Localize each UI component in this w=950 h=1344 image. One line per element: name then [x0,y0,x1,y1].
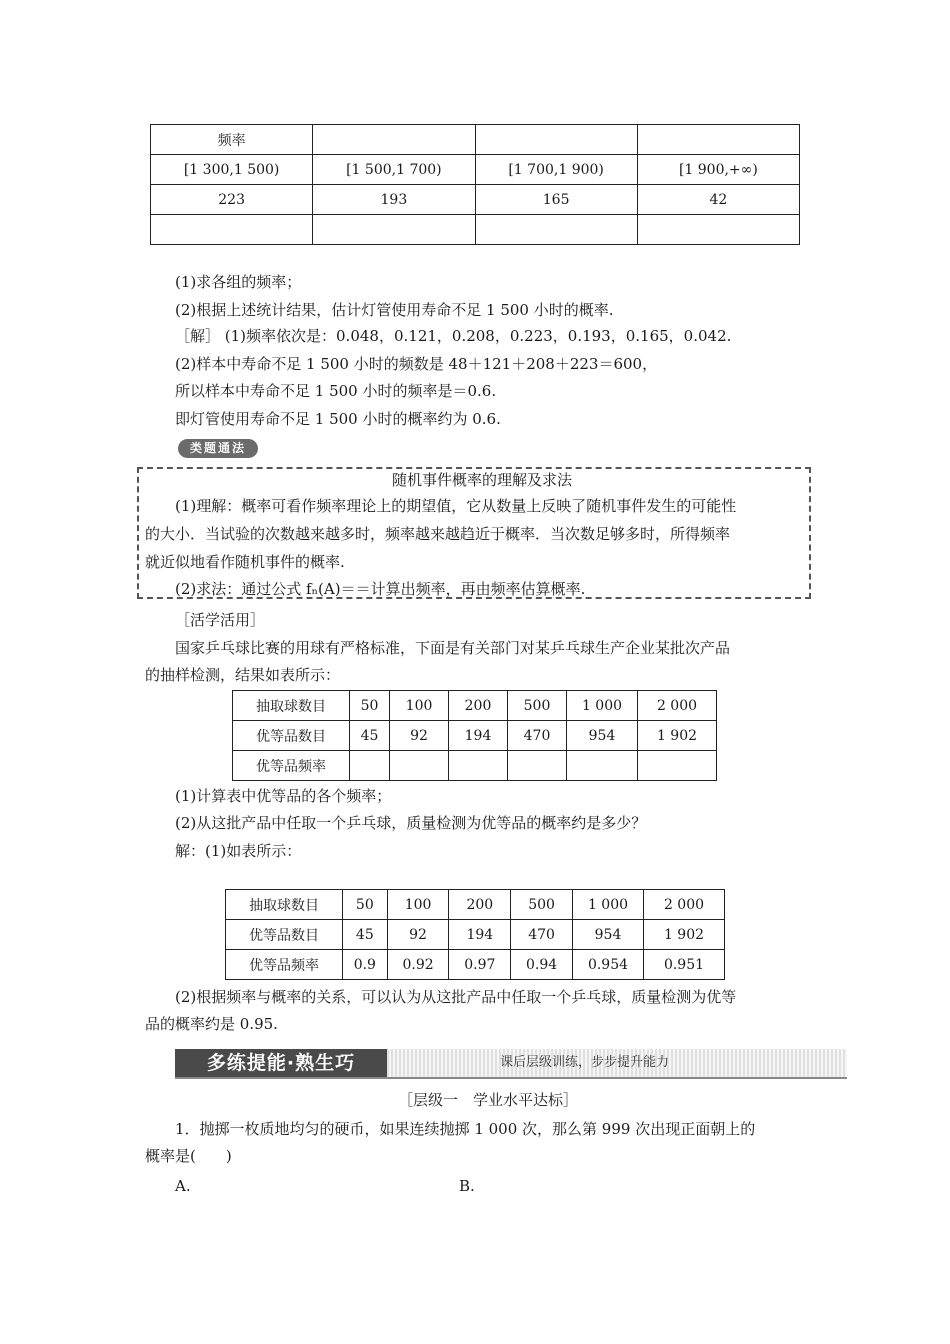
table-cell [151,215,313,245]
table-cell: 92 [390,721,449,751]
practice-text: 的抽样检测，结果如表所示： [145,666,341,684]
table-cell [567,751,638,781]
table-cell [638,751,717,781]
question-2: (2)根据上述统计结果，估计灯管使用寿命不足 1 500 小时的概率. [175,301,614,319]
box-paragraph: 的大小．当试验的次数越来越多时，频率越来越趋近于概率．当次数足够多时，所得频率 [145,525,731,543]
box-title: 随机事件概率的理解及求法 [392,471,573,489]
table-row [226,920,725,950]
table-cell: 200 [449,890,511,920]
table-cell [350,751,390,781]
table-cell: 频率 [151,125,313,155]
exercise-1: 1．抛掷一枚质地均匀的硬币，如果连续抛掷 1 000 次，那么第 999 次出现正面朝上的 [175,1120,756,1138]
table-cell: 50 [343,890,388,920]
level-title: ［层级一 学业水平达标］ [398,1091,579,1109]
practice-question-2: (2)从这批产品中任取一个乒乓球，质量检测为优等品的概率约是多少？ [175,814,647,832]
table-cell: 100 [390,691,449,721]
table-cell: 0.97 [449,950,511,980]
table-cell: 抽取球数目 [233,691,350,721]
table-cell [475,125,637,155]
question-1: (1)求各组的频率； [175,273,302,291]
table-cell: 45 [350,721,390,751]
table-cell: 1 902 [644,920,725,950]
table-cell: 193 [313,185,475,215]
table-row [151,215,800,245]
answer-table [225,889,725,980]
table-cell: 0.94 [511,950,573,980]
table-cell: 954 [567,721,638,751]
table-cell: [1 700,1 900) [475,155,637,185]
sample-table [232,690,717,781]
table-cell: 165 [475,185,637,215]
table-cell: 0.92 [387,950,449,980]
table-row [233,751,717,781]
table-cell: 470 [511,920,573,950]
section-banner [175,1049,847,1079]
table-row [226,890,725,920]
table-cell: 1 902 [638,721,717,751]
table-row [233,691,717,721]
table-cell: [1 500,1 700) [313,155,475,185]
table-row [151,125,800,155]
practice-solution: (2)根据频率与概率的关系，可以认为从这批产品中任取一个乒乓球，质量检测为优等 [175,988,737,1006]
practice-question-1: (1)计算表中优等品的各个频率； [175,787,392,805]
table-cell [637,215,799,245]
table-cell: 45 [343,920,388,950]
solution-line: ［解］ (1)频率依次是：0.048，0.121，0.208，0.223，0.193，0.165，0.042. [175,327,732,345]
lifetime-table [150,124,800,245]
table-cell: 100 [387,890,449,920]
table-cell: 500 [511,890,573,920]
table-cell: 194 [449,721,508,751]
table-cell [449,751,508,781]
box-paragraph: (2)求法：通过公式 fₙ(A)＝＝计算出频率，再由频率估算概率. [175,580,586,598]
table-cell: 优等品频率 [226,950,343,980]
table-cell: 0.954 [573,950,644,980]
table-cell: 500 [508,691,567,721]
table-cell [475,215,637,245]
table-cell: 0.9 [343,950,388,980]
table-cell: 优等品数目 [226,920,343,950]
exercise-1: 概率是( ) [145,1147,232,1165]
table-cell [390,751,449,781]
table-cell: 223 [151,185,313,215]
practice-solution: 品的概率约是 0.95. [145,1015,278,1033]
practice-solution: 解：(1)如表所示： [175,842,302,860]
table-cell: 42 [637,185,799,215]
solution-line: (2)样本中寿命不足 1 500 小时的频数是 48＋121＋208＋223＝600， [175,355,658,373]
table-cell: [1 300,1 500) [151,155,313,185]
practice-text: 国家乒乓球比赛的用球有严格标准，下面是有关部门对某乒乓球生产企业某批次产品 [175,639,731,657]
table-cell: 954 [573,920,644,950]
practice-tag: ［活学活用］ [175,611,266,629]
table-row [233,721,717,751]
table-row [226,950,725,980]
table-cell: 优等品频率 [233,751,350,781]
banner-subtitle: 课后层级训练，步步提升能力 [500,1055,670,1070]
box-paragraph: (1)理解：概率可看作频率理论上的期望值，它从数量上反映了随机事件发生的可能性 [175,497,737,515]
table-cell: 2 000 [644,890,725,920]
table-row [151,185,800,215]
option-b: B. [459,1177,475,1195]
solution-line: 即灯管使用寿命不足 1 500 小时的概率约为 0.6. [175,410,501,428]
table-cell [313,215,475,245]
table-cell: 92 [387,920,449,950]
solution-line: 所以样本中寿命不足 1 500 小时的频率是＝0.6. [175,382,497,400]
table-cell: 2 000 [638,691,717,721]
table-cell: 抽取球数目 [226,890,343,920]
table-cell: 50 [350,691,390,721]
banner-title: 多练提能·熟生巧 [175,1049,387,1077]
table-row [151,155,800,185]
table-cell: 1 000 [567,691,638,721]
table-cell: 200 [449,691,508,721]
table-cell: 470 [508,721,567,751]
table-cell [313,125,475,155]
box-paragraph: 就近似地看作随机事件的概率. [145,553,345,571]
table-cell: 优等品数目 [233,721,350,751]
option-a: A. [175,1177,191,1195]
table-cell: 194 [449,920,511,950]
method-badge: 类题通法 [178,439,258,458]
table-cell: 0.951 [644,950,725,980]
table-cell: 1 000 [573,890,644,920]
table-cell [508,751,567,781]
table-cell [637,125,799,155]
table-cell: [1 900,+∞) [637,155,799,185]
